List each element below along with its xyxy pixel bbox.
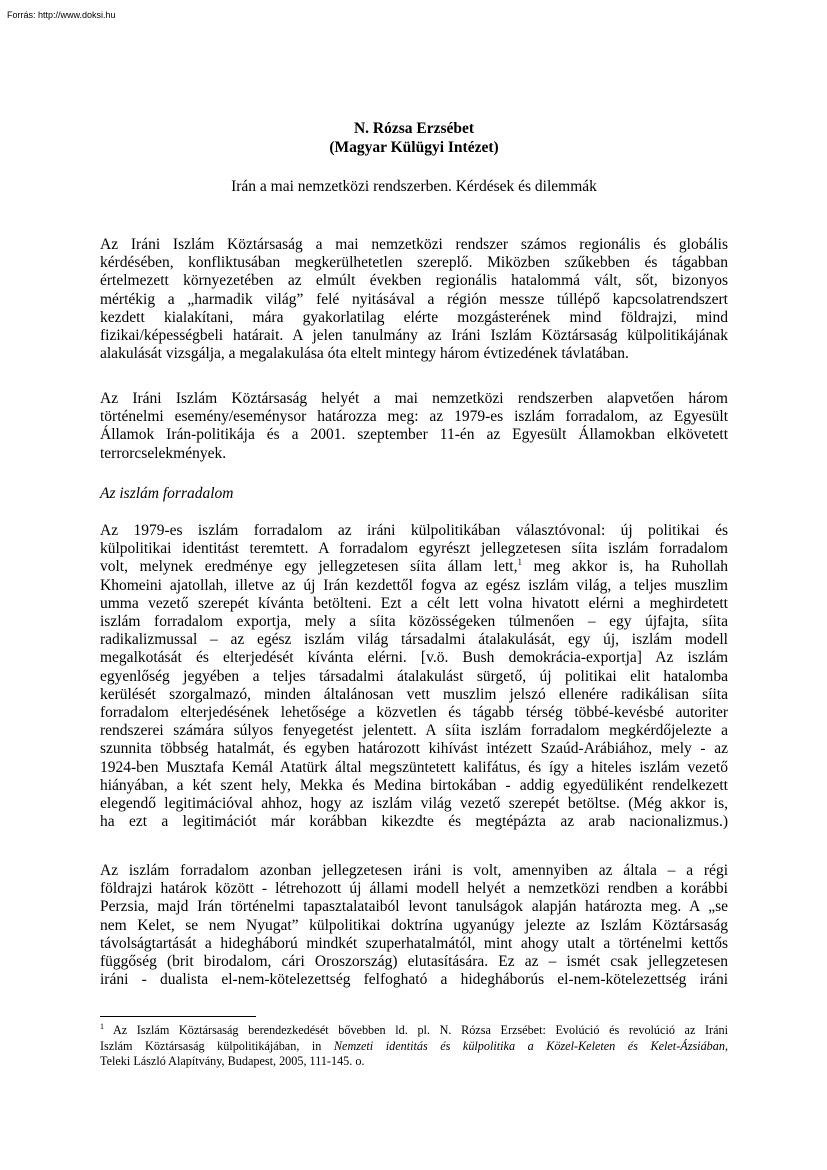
paragraph-intro: [100, 236, 728, 363]
text-line: kerülését szorgalmazó, minden általánosan vett muszlim jelszó ellenére radikálisan síita: [100, 685, 728, 703]
text-line: Perzsia, majd Irán történelmi tapasztalataiból levont tanulságok alapján határozta meg. A „se: [100, 898, 728, 916]
text-line: egyenlőség jegyében a teljes társadalmi átalakulást sürgető, új politikai elit hatalomba: [100, 667, 728, 685]
paragraph-iranian: [100, 862, 728, 989]
text-segment: volt, melynek eredménye egy jellegzetesen síita állam lett,: [100, 558, 518, 576]
author-institution: (Magyar Külügyi Intézet): [329, 139, 499, 156]
text-segment: ,: [724, 1038, 728, 1053]
text-line: radikalizmussal – az egész iszlám világ társadalmi átalakulását, egy új, iszlám modell: [100, 631, 728, 649]
text-line: külpolitikai identitást teremtett. A forradalom egyrészt jellegzetesen síita iszlám forradalom: [100, 540, 728, 558]
text-line: fizikai/képességbeli határait. A jelen tanulmány az Iráni Iszlám Köztársaság külpolitikájának: [100, 327, 728, 345]
text-line: terrorcselekmények.: [100, 444, 227, 462]
footnote-divider: [100, 1016, 256, 1017]
text-line: 1924-ben Musztafa Kemál Atatürk által megszüntetett kalifátus, és így a hiteles iszlám vezető: [100, 758, 728, 776]
document-title: Irán a mai nemzetközi rendszerben. Kérdések és dilemmák: [231, 178, 597, 195]
text-line: földrajzi határok között - létrehozott új állami modell helyét a nemzetközi rendben a korábbi: [100, 880, 728, 898]
text-line: [100, 558, 728, 576]
footnote-line: Teleki László Alapítvány, Budapest, 2005, 111-145. o.: [100, 1054, 365, 1068]
text-line: szunnita többség hatalmát, és egyben határozott kihívást intézett Szaúd-Arábiához, mely - az: [100, 740, 728, 758]
text-line: Az iszlám forradalom azonban jellegzetesen iráni is volt, amennyiben az általa – a régi: [100, 862, 728, 879]
footnote-ref[interactable]: 1: [517, 557, 522, 568]
paragraph-revolution: [100, 522, 728, 831]
text-line: értelmezett környezetében az elmúlt években regionális hatalommá vált, sőt, bizonyos: [100, 272, 728, 290]
author-block: [100, 119, 728, 157]
text-line: kérdésében, konfliktusában megkerülhetetlen szereplő. Miközben szűkebben és tágabban: [100, 254, 728, 272]
text-line: kezdett kialakítani, mára gyakorlatilag elérte mozgásterének mind földrajzi, mind: [100, 308, 728, 326]
text-line: Az Iráni Iszlám Köztársaság a mai nemzetközi rendszer számos regionális és globális: [100, 236, 728, 253]
text-segment: meg akkor is, ha Ruhollah: [533, 558, 729, 576]
author-name: N. Rózsa Erzsébet: [353, 120, 475, 137]
text-segment: Az Iszlám Köztársaság berendezkedését bővebben ld. pl. N. Rózsa Erzsébet: Evolúció és revolúció az Iráni: [112, 1023, 729, 1037]
text-line: alakulását vizsgálja, a megalakulása óta eltelt mintegy három évtizedének távlatában.: [100, 345, 629, 363]
text-line: forradalom elterjedésének lehetősége a közvetlen és tágabb térség többé-kevésbé autoriter: [100, 704, 728, 722]
section-heading: Az iszlám forradalom: [100, 485, 234, 502]
text-line: Khomeini ajatollah, illetve az új Irán kezdettől fogva az egész iszlám világ, a teljes muszlim: [100, 576, 728, 594]
footnote: [100, 1023, 728, 1070]
text-line: nem Kelet, se nem Nyugat” külpolitikai doktrína ugyanúgy jelezte az Iszlám Köztársaság: [100, 916, 728, 934]
text-line: távolságtartását a hidegháború mindkét szuperhatalmától, mint ahogy utalt a történelmi kettős: [100, 934, 728, 952]
book-title: Nemzeti identitás és külpolitika a Közel-Keleten és Kelet-Ázsiában: [333, 1038, 725, 1053]
text-line: iszlám forradalom exportja, mely a síita közösségeken túlmenően – egy újfajta, síita: [100, 613, 728, 631]
text-line: rendszerei számára súlyos fenyegetést jelentett. A síita iszlám forradalom megkérdőjelezte a: [100, 722, 728, 740]
paragraph-events: [100, 390, 728, 463]
footnote-line: [100, 1023, 728, 1039]
source-label: Forrás: http://www.doksi.hu: [7, 10, 116, 20]
footnote-line: [100, 1039, 728, 1055]
text-line: ha ezt a legitimációt már korábban kikezdte és megtépázta az arab nacionalizmus.): [100, 813, 728, 831]
text-line: történelmi esemény/eseménysor határozza meg: az 1979-es iszlám forradalom, az Egyesült: [100, 408, 728, 426]
text-line: umma vezető szerepét kívánta betölteni. Ezt a célt lett volna hivatott elérni a meghirdetett: [100, 594, 728, 612]
text-line: Államok Irán-politikája és a 2001. szeptember 11-én az Egyesült Államokban elkövetett: [100, 426, 728, 444]
text-line: iráni - dualista el-nem-kötelezettség felfogható a hidegháborús el-nem-kötelezettség iráni: [100, 971, 728, 989]
text-line: megalkotását és elterjedését kívánta elérni. [v.ö. Bush demokrácia-exportja] Az iszlám: [100, 649, 728, 667]
text-line: hiányában, a két szent hely, Mekka és Medina birtokában - addig egyedüliként rendelkezett: [100, 776, 728, 794]
footnote-marker: 1: [100, 1022, 104, 1031]
text-line: Az Iráni Iszlám Köztársaság helyét a mai nemzetközi rendszerben alapvetően három: [100, 390, 728, 407]
text-line: függőség (brit birodalom, cári Oroszország) elutasítására. Ez az – ismét csak jellegzetesen: [100, 953, 728, 971]
text-segment: Iszlám Köztársaság külpolitikájában, in: [100, 1038, 334, 1053]
text-line: elegendő legitimációval ahhoz, hogy az iszlám világ vezető szerepét betöltse. (Még akkor is,: [100, 795, 728, 813]
text-line: Az 1979-es iszlám forradalom az iráni külpolitikában választóvonal: új politikai és: [100, 522, 728, 539]
text-line: mértékig a „harmadik világ” felé nyitásával a régión messze túllépő kapcsolatrendszert: [100, 290, 728, 308]
